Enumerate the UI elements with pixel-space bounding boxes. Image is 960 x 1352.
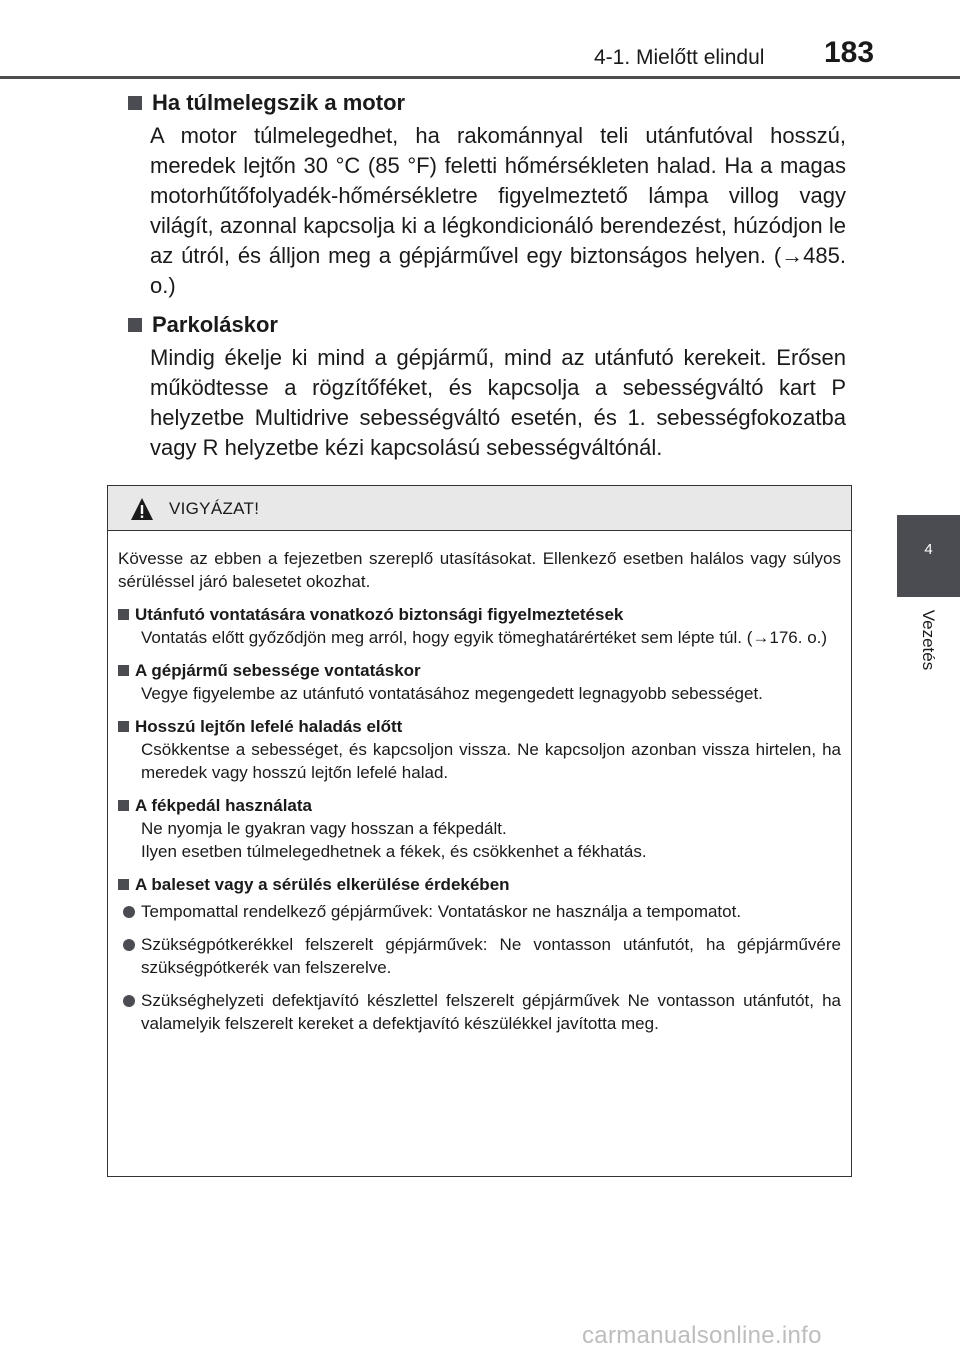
warning-header [108,486,851,531]
warning-item-heading-text: Hosszú lejtőn lefelé haladás előtt [135,717,403,736]
bullet-item [123,989,841,1035]
warning-item-heading-text: A gépjármű sebessége vontatáskor [135,661,421,680]
section-heading-parking [128,310,846,340]
section-heading-text: Ha túlmelegszik a motor [152,90,406,115]
warning-item [118,715,841,784]
warning-item-heading-text: Utánfutó vontatására vonatkozó biztonsági figyelmeztetések [135,605,624,624]
square-bullet-icon [128,318,142,332]
chapter-number: 4 [924,541,933,558]
section-heading-overheating [128,88,846,118]
bullet-list [118,900,841,1035]
warning-item [118,873,841,1035]
warning-item-text-line: Ne nyomja le gyakran vagy hosszan a fékpedált. [141,819,507,838]
circle-bullet-icon [123,906,135,918]
chapter-tab [897,515,960,597]
warning-item-heading [118,603,841,626]
square-bullet-icon [118,879,129,890]
section-heading-text: Parkoláskor [152,312,278,337]
main-content [128,88,846,472]
warning-item-heading-text: A fékpedál használata [135,796,312,815]
warning-item-heading [118,873,841,896]
warning-item [118,603,841,649]
warning-title: VIGYÁZAT! [169,499,260,518]
circle-bullet-icon [123,995,135,1007]
header-divider [0,76,960,79]
section-paragraph-overheating: A motor túlmelegedhet, ha rakománnyal teli utánfutóval hosszú, meredek lejtőn 30 °C (85 °F) feletti hőmérsékleten halad. Ha a magas motorhűtőfolyadék-hőmérsékletre figyelmeztető lámpa villog vagy világít, azonnal kapcsolja ki a légkondicionáló berendezést, húzódjon le az útról, és álljon meg a gépjárművel egy biztonságos helyen. (→485. o.) [150,123,846,298]
warning-triangle-icon [130,497,154,521]
warning-item [118,659,841,705]
warning-item-heading [118,659,841,682]
bullet-item [123,933,841,979]
warning-item-text-line: Ilyen esetben túlmelegedhetnek a fékek, és csökkenhet a fékhatás. [141,842,647,861]
warning-item-text: Vontatás előtt győződjön meg arról, hogy egyik tömeghatárértéket sem lépte túl. (→176. o.) [141,628,828,647]
watermark: carmanualsonline.info [582,1322,822,1349]
warning-body [108,531,851,1035]
square-bullet-icon [118,609,129,620]
bullet-text: Szükségpótkerékkel felszerelt gépjárművek: Ne vontasson utánfutót, ha gépjárművére szükségpótkerék van felszerelve. [141,935,841,977]
square-bullet-icon [118,665,129,676]
page-header [0,0,960,78]
warning-box [107,485,852,1177]
warning-item-text: Csökkentse a sebességet, és kapcsoljon vissza. Ne kapcsoljon azonban vissza hirtelen, ha meredek vagy hosszú lejtőn lefelé halad. [141,740,841,782]
warning-item-text: Vegye figyelembe az utánfutó vontatásához megengedett legnagyobb sebességet. [141,684,763,703]
square-bullet-icon [128,96,142,110]
circle-bullet-icon [123,939,135,951]
warning-intro: Kövesse az ebben a fejezetben szereplő utasításokat. Ellenkező esetben halálos vagy súlyos sérüléssel járó balesetet okozhat. [118,549,841,591]
bullet-text: Szükséghelyzeti defektjavító készlettel felszerelt gépjárművek Ne vontasson utánfutót, ha valamelyik felszerelt kereket a defektjavító készülékkel javította meg. [141,991,841,1033]
warning-item-heading [118,715,841,738]
warning-item [118,794,841,863]
section-paragraph-parking: Mindig ékelje ki mind a gépjármű, mind az utánfutó kerekeit. Erősen működtesse a rögzítőféket, és kapcsolja a sebességváltó kart P helyzetbe Multidrive sebességváltó esetén, és 1. sebességfokozatba vagy R helyzetbe kézi kapcsolású sebességváltónál. [150,345,846,460]
chapter-label: Vezetés [919,609,938,671]
warning-item-heading [118,794,841,817]
warning-item-heading-text: A baleset vagy a sérülés elkerülése érdekében [135,875,510,894]
bullet-text: Tempomattal rendelkező gépjárművek: Vontatáskor ne használja a tempomatot. [141,902,742,921]
page-number: 183 [824,36,875,69]
square-bullet-icon [118,721,129,732]
section-title: 4-1. Mielőtt elindul [594,46,765,69]
bullet-item [123,900,841,923]
square-bullet-icon [118,800,129,811]
